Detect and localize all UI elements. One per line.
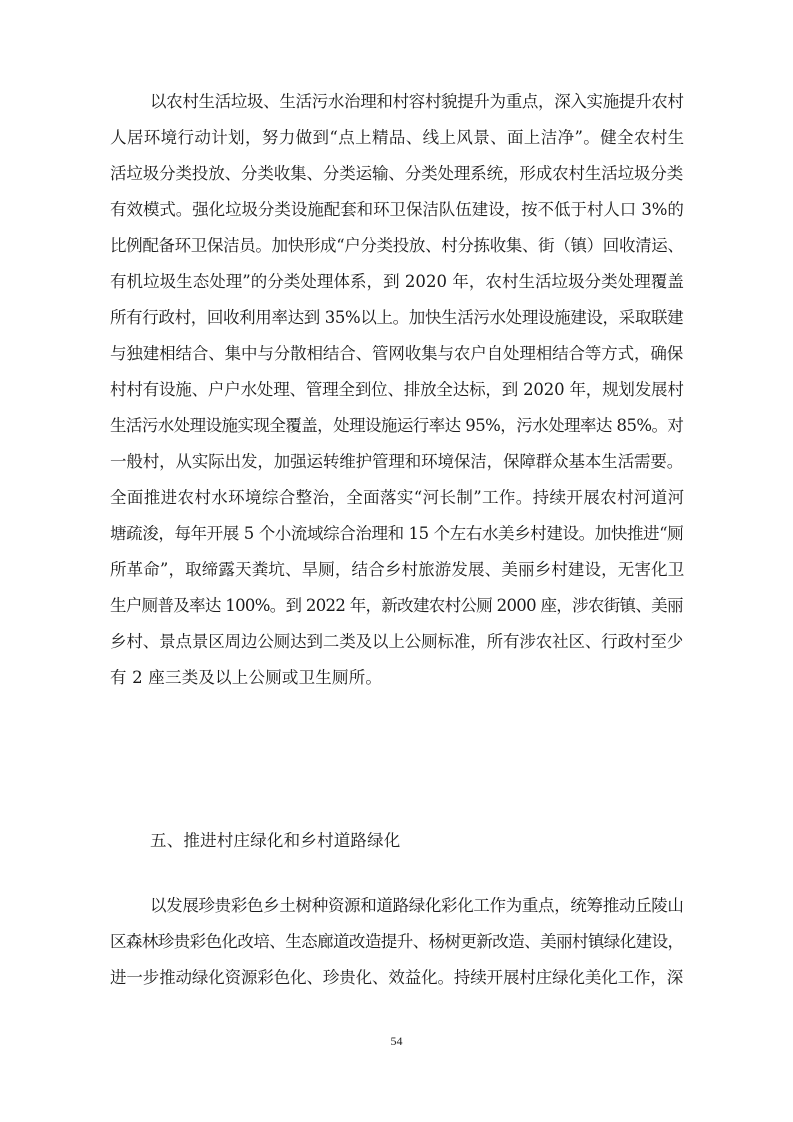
paragraph-line: 生活污水处理设施实现全覆盖，处理设施运行率达 95%，污水处理率达 85%。对: [110, 416, 684, 435]
paragraph-line: 有 2 座三类及以上公厕或卫生厕所。: [110, 668, 383, 687]
paragraph-line: 乡村、景点景区周边公厕达到二类及以上公厕标准，所有涉农社区、行政村至少: [110, 632, 684, 651]
page-number: 54: [390, 1034, 403, 1048]
paragraph-line: 全面推进农村水环境综合整治，全面落实“河长制”工作。持续开展农村河道河: [110, 488, 685, 507]
paragraph-line: 与独建相结合、集中与分散相结合、管网收集与农户自处理相结合等方式，确保: [110, 344, 684, 363]
paragraph-line: 有机垃圾生态处理”的分类处理体系，到 2020 年，农村生活垃圾分类处理覆盖: [110, 272, 684, 291]
paragraph-line: 以发展珍贵彩色乡土树种资源和道路绿化彩化工作为重点，统筹推动丘陵山: [150, 896, 684, 915]
paragraph-line: 进一步推动绿化资源彩色化、珍贵化、效益化。持续开展村庄绿化美化工作，深: [110, 968, 684, 987]
paragraph-line: 以农村生活垃圾、生活污水治理和村容村貌提升为重点，深入实施提升农村: [150, 92, 684, 111]
paragraph-line: 有效模式。强化垃圾分类设施配套和环卫保洁队伍建设，按不低于村人口 3%的: [110, 200, 684, 219]
paragraph-line: 村村有设施、户户水处理、管理全到位、排放全达标，到 2020 年，规划发展村: [110, 380, 684, 399]
paragraph-line: 所革命”，取缔露天粪坑、旱厕，结合乡村旅游发展、美丽乡村建设，无害化卫: [110, 560, 685, 579]
paragraph-line: 塘疏浚，每年开展 5 个小流域综合治理和 15 个左右水美乡村建设。加快推进“厕: [110, 524, 684, 543]
paragraph-line: 比例配备环卫保洁员。加快形成“户分类投放、村分拣收集、街（镇）回收清运、: [110, 236, 684, 255]
paragraph-line: 生户厕普及率达 100%。到 2022 年，新改建农村公厕 2000 座，涉农街镇、美丽: [110, 596, 683, 615]
section-heading: 五、推进村庄绿化和乡村道路绿化: [150, 831, 401, 850]
paragraph-line: 一般村，从实际出发，加强运转维护管理和环境保洁，保障群众基本生活需要。: [110, 452, 684, 471]
paragraph-line: 人居环境行动计划，努力做到“点上精品、线上风景、面上洁净”。健全农村生: [110, 128, 685, 147]
paragraph-line: 所有行政村，回收利用率达到 35%以上。加快生活污水处理设施建设，采取联建: [110, 308, 684, 327]
paragraph-line: 区森林珍贵彩色化改培、生态廊道改造提升、杨树更新改造、美丽村镇绿化建设，: [110, 932, 684, 951]
paragraph-line: 活垃圾分类投放、分类收集、分类运输、分类处理系统，形成农村生活垃圾分类: [110, 164, 684, 183]
